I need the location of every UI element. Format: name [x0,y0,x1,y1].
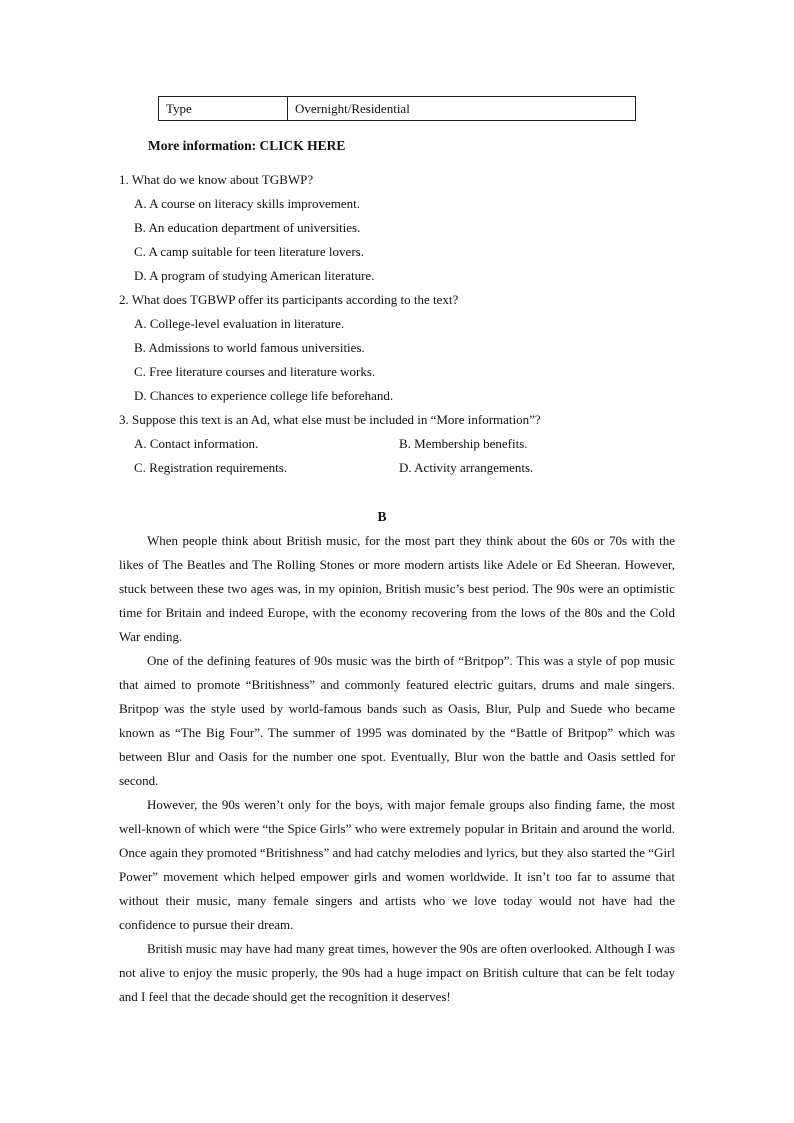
passage-paragraph: British music may have had many great times, however the 90s are often overlooked. Although I was not alive to enjoy the music properly, the 90s had a huge impact on British culture that can be felt today and I feel that the decade should get the recognition it deserves! [119,941,675,1004]
section-heading: B [377,509,387,524]
question-option: D. Chances to experience college life beforehand. [134,388,394,403]
question-stem: 3. Suppose this text is an Ad, what else must be included in “More information”? [119,412,541,427]
question-option: D. A program of studying American literature. [134,268,375,283]
table-cell-type-value: Overnight/Residential [288,97,636,121]
question-option: B. Membership benefits. [399,436,528,451]
passage-paragraph: However, the 90s weren’t only for the boys, with major female groups also finding fame, the most well-known of which were “the Spice Girls” who were extremely popular in Britain and around the world. Once again they promoted “Britishness” and had catchy melodies and lyrics, but they also started the “Girl Power” movement which helped empower girls and women worldwide. It isn’t too far to assume that without their music, many female singers and artists who we love today would not have had the confidence to pursue their dream. [119,797,675,932]
question-stem: 2. What does TGBWP offer its participants according to the text? [119,292,459,307]
question-option: D. Activity arrangements. [399,460,534,475]
question-stem: 1. What do we know about TGBWP? [119,172,314,187]
question-option: C. A camp suitable for teen literature lovers. [134,244,364,259]
more-information-link[interactable]: More information: CLICK HERE [148,138,346,153]
info-table [158,96,636,121]
table-row [159,97,636,121]
passage-paragraph: When people think about British music, for the most part they think about the 60s or 70s with the likes of The Beatles and The Rolling Stones or more modern artists like Adele or Ed Sheeran. However, stuck between these two ages was, in my opinion, British music’s best period. The 90s were an optimistic time for Britain and indeed Europe, with the economy recovering from the lows of the 80s and the Cold War ending. [119,533,675,644]
table-cell-type-label: Type [159,97,288,121]
reading-passage [119,529,675,1009]
question-option: A. A course on literacy skills improvement. [134,196,361,211]
question-list [119,169,679,481]
question-option-row [119,457,679,481]
question-option: A. Contact information. [134,436,259,451]
passage-paragraph: One of the defining features of 90s music was the birth of “Britpop”. This was a style of pop music that aimed to promote “Britishness” and commonly featured electric guitars, drums and male singers. Britpop was the style used by world-famous bands such as Oasis, Blur, Pulp and Suede who became known as “The Big Four”. The summer of 1995 was dominated by the “Battle of Britpop” which was between Blur and Oasis for the number one spot. Eventually, Blur won the battle and Oasis settled for second. [119,653,675,788]
question-option: C. Registration requirements. [134,460,288,475]
question-option-row [119,433,679,457]
question-option: B. Admissions to world famous universities. [134,340,365,355]
question-option: A. College-level evaluation in literature. [134,316,345,331]
question-option: B. An education department of universities. [134,220,361,235]
question-option: C. Free literature courses and literature works. [134,364,376,379]
